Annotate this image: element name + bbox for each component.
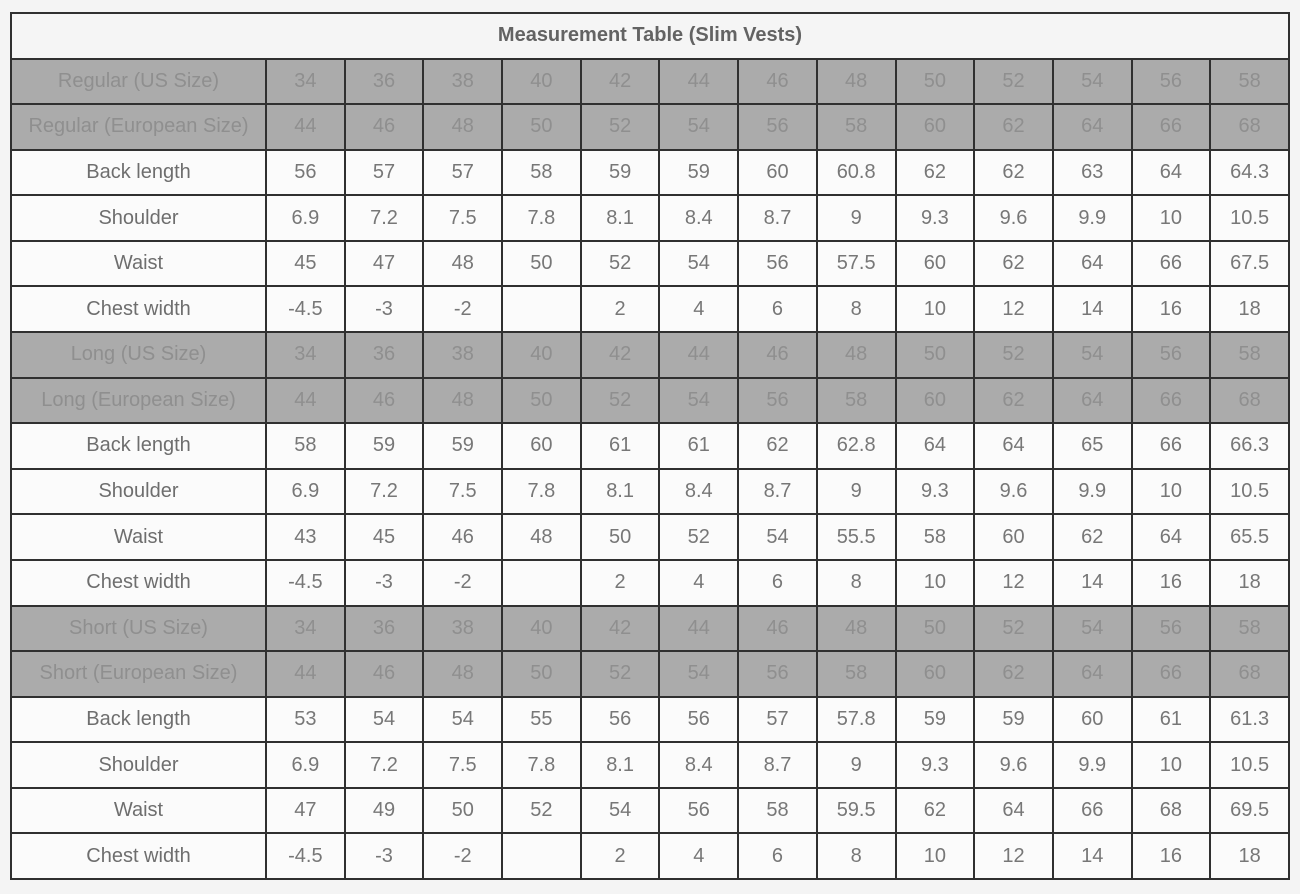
size-cell: 60 [896,104,975,150]
table-title: Measurement Table (Slim Vests) [11,13,1289,59]
value-cell: 61 [1132,697,1211,743]
value-cell: 62 [974,150,1053,196]
size-cell: 50 [896,332,975,378]
value-cell: 9 [817,742,896,788]
size-cell: 44 [266,104,345,150]
size-cell: 58 [817,378,896,424]
value-cell: 58 [738,788,817,834]
size-cell: 50 [896,606,975,652]
value-cell: 9.3 [896,195,975,241]
size-cell: 52 [581,104,660,150]
measure-row [11,469,1289,515]
value-cell: 55 [502,697,581,743]
value-cell: -3 [345,560,424,606]
value-cell: 57 [345,150,424,196]
value-cell: 9 [817,469,896,515]
measure-row [11,560,1289,606]
size-cell: 48 [423,651,502,697]
value-cell: 7.5 [423,195,502,241]
value-cell: -4.5 [266,286,345,332]
size-cell: 68 [1210,378,1289,424]
value-cell: 59 [974,697,1053,743]
value-cell: 54 [738,514,817,560]
value-cell: 12 [974,833,1053,879]
value-cell: 18 [1210,560,1289,606]
value-cell: 45 [345,514,424,560]
size-cell: 56 [1132,332,1211,378]
size-cell: 40 [502,606,581,652]
value-cell: 16 [1132,286,1211,332]
value-cell: 64 [1132,150,1211,196]
row-label: Waist [11,788,266,834]
value-cell: 60 [974,514,1053,560]
value-cell: 48 [423,241,502,287]
size-cell: 38 [423,606,502,652]
size-cell: 54 [1053,332,1132,378]
size-row [11,651,1289,697]
value-cell: 16 [1132,833,1211,879]
row-label: Waist [11,514,266,560]
size-cell: 60 [896,378,975,424]
value-cell: 7.5 [423,742,502,788]
value-cell: 59 [896,697,975,743]
size-cell: 68 [1210,651,1289,697]
value-cell: 58 [896,514,975,560]
size-cell: 52 [974,59,1053,105]
row-label: Shoulder [11,742,266,788]
size-cell: 46 [345,651,424,697]
value-cell: 14 [1053,286,1132,332]
value-cell: 68 [1132,788,1211,834]
value-cell: 9.6 [974,469,1053,515]
measure-row [11,833,1289,879]
value-cell: 53 [266,697,345,743]
value-cell: 64.3 [1210,150,1289,196]
value-cell: 56 [266,150,345,196]
value-cell: 8 [817,286,896,332]
row-label: Regular (US Size) [11,59,266,105]
value-cell: 62.8 [817,423,896,469]
value-cell: 9.6 [974,195,1053,241]
row-label: Waist [11,241,266,287]
value-cell: 10.5 [1210,469,1289,515]
size-row [11,104,1289,150]
value-cell: 9.9 [1053,742,1132,788]
size-row [11,59,1289,105]
row-label: Shoulder [11,195,266,241]
size-cell: 34 [266,332,345,378]
size-cell: 64 [1053,651,1132,697]
size-cell: 62 [974,651,1053,697]
size-cell: 36 [345,332,424,378]
size-cell: 52 [581,651,660,697]
value-cell: 59 [581,150,660,196]
row-label: Long (US Size) [11,332,266,378]
value-cell: 52 [659,514,738,560]
value-cell: 7.2 [345,469,424,515]
size-cell: 54 [659,378,738,424]
value-cell: 59 [345,423,424,469]
size-cell: 64 [1053,378,1132,424]
size-cell: 48 [817,332,896,378]
size-cell: 66 [1132,378,1211,424]
value-cell: 65 [1053,423,1132,469]
value-cell: 2 [581,286,660,332]
value-cell: 10 [896,286,975,332]
value-cell: 8.4 [659,469,738,515]
size-cell: 46 [738,332,817,378]
value-cell: 8.4 [659,742,738,788]
value-cell: 50 [502,241,581,287]
size-cell: 54 [659,104,738,150]
value-cell: 57 [423,150,502,196]
value-cell: 64 [974,423,1053,469]
value-cell: 65.5 [1210,514,1289,560]
value-cell: 18 [1210,286,1289,332]
size-cell: 40 [502,332,581,378]
value-cell: 16 [1132,560,1211,606]
value-cell: 9.6 [974,742,1053,788]
measure-row [11,514,1289,560]
size-cell: 44 [266,651,345,697]
row-label: Short (US Size) [11,606,266,652]
size-cell: 56 [738,104,817,150]
value-cell: 54 [423,697,502,743]
value-cell: 45 [266,241,345,287]
size-cell: 52 [581,378,660,424]
value-cell: 61.3 [1210,697,1289,743]
value-cell: 69.5 [1210,788,1289,834]
value-cell: 8 [817,560,896,606]
measure-row [11,788,1289,834]
value-cell: 7.2 [345,742,424,788]
value-cell: 7.2 [345,195,424,241]
value-cell: 63 [1053,150,1132,196]
value-cell: 6 [738,833,817,879]
value-cell: 18 [1210,833,1289,879]
size-cell: 42 [581,332,660,378]
size-cell: 54 [1053,606,1132,652]
value-cell: -3 [345,286,424,332]
size-cell: 52 [974,332,1053,378]
size-cell: 62 [974,104,1053,150]
value-cell: 4 [659,286,738,332]
value-cell: 8.1 [581,195,660,241]
size-cell: 68 [1210,104,1289,150]
size-cell: 38 [423,332,502,378]
size-cell: 44 [659,606,738,652]
row-label: Back length [11,697,266,743]
value-cell: 52 [502,788,581,834]
size-cell: 58 [817,104,896,150]
size-cell: 34 [266,59,345,105]
value-cell: 60.8 [817,150,896,196]
value-cell: 8 [817,833,896,879]
value-cell: 43 [266,514,345,560]
measure-row [11,195,1289,241]
measurement-table [10,12,1290,880]
size-cell: 58 [1210,606,1289,652]
value-cell: 64 [896,423,975,469]
size-cell: 50 [502,378,581,424]
value-cell: 6.9 [266,469,345,515]
value-cell: 7.8 [502,742,581,788]
value-cell: 62 [738,423,817,469]
value-cell: 66 [1132,241,1211,287]
size-cell: 54 [659,651,738,697]
size-cell: 46 [738,606,817,652]
value-cell: 9 [817,195,896,241]
value-cell: 9.9 [1053,195,1132,241]
value-cell: 56 [738,241,817,287]
row-label: Back length [11,150,266,196]
value-cell: 54 [581,788,660,834]
value-cell: 50 [581,514,660,560]
row-label: Short (European Size) [11,651,266,697]
row-label: Regular (European Size) [11,104,266,150]
value-cell: 66 [1053,788,1132,834]
size-cell: 36 [345,59,424,105]
measure-row [11,150,1289,196]
table-title-row [11,13,1289,59]
size-cell: 66 [1132,651,1211,697]
size-cell: 54 [1053,59,1132,105]
value-cell: 8.4 [659,195,738,241]
size-cell: 44 [659,332,738,378]
value-cell: 10.5 [1210,742,1289,788]
size-cell: 38 [423,59,502,105]
value-cell: 10 [1132,195,1211,241]
value-cell: 7.5 [423,469,502,515]
row-label: Chest width [11,286,266,332]
value-cell: 62 [1053,514,1132,560]
size-cell: 66 [1132,104,1211,150]
value-cell: 6 [738,560,817,606]
size-cell: 48 [423,378,502,424]
value-cell: 54 [659,241,738,287]
size-cell: 50 [502,104,581,150]
size-cell: 46 [738,59,817,105]
measure-row [11,423,1289,469]
value-cell: 47 [266,788,345,834]
row-label: Back length [11,423,266,469]
value-cell: 10.5 [1210,195,1289,241]
value-cell: 60 [738,150,817,196]
value-cell: 2 [581,833,660,879]
value-cell: 62 [974,241,1053,287]
value-cell: 61 [659,423,738,469]
value-cell: 6.9 [266,195,345,241]
size-cell: 58 [817,651,896,697]
value-cell: 10 [896,560,975,606]
value-cell: 58 [266,423,345,469]
value-cell: 56 [659,788,738,834]
value-cell: 50 [423,788,502,834]
value-cell: 57.8 [817,697,896,743]
size-cell: 56 [1132,59,1211,105]
size-cell: 36 [345,606,424,652]
value-cell: 14 [1053,560,1132,606]
size-cell: 48 [423,104,502,150]
size-cell: 56 [1132,606,1211,652]
value-cell [502,560,581,606]
value-cell: 66.3 [1210,423,1289,469]
value-cell: 59.5 [817,788,896,834]
value-cell: 56 [581,697,660,743]
value-cell: 57 [738,697,817,743]
size-cell: 42 [581,59,660,105]
value-cell: 10 [896,833,975,879]
row-label: Chest width [11,560,266,606]
value-cell: 61 [581,423,660,469]
value-cell: 12 [974,286,1053,332]
size-cell: 46 [345,104,424,150]
value-cell: 8.7 [738,742,817,788]
measure-row [11,742,1289,788]
value-cell: 60 [1053,697,1132,743]
value-cell: -4.5 [266,833,345,879]
value-cell: 9.9 [1053,469,1132,515]
value-cell: 59 [423,423,502,469]
value-cell: 49 [345,788,424,834]
value-cell: 7.8 [502,195,581,241]
value-cell [502,833,581,879]
value-cell: 6.9 [266,742,345,788]
value-cell: 62 [896,788,975,834]
size-cell: 60 [896,651,975,697]
value-cell: 9.3 [896,469,975,515]
size-cell: 56 [738,651,817,697]
value-cell: 60 [502,423,581,469]
value-cell: 59 [659,150,738,196]
value-cell: 64 [1053,241,1132,287]
value-cell: 60 [896,241,975,287]
size-cell: 46 [345,378,424,424]
size-row [11,606,1289,652]
size-cell: 52 [974,606,1053,652]
row-label: Chest width [11,833,266,879]
value-cell: 10 [1132,742,1211,788]
size-cell: 58 [1210,59,1289,105]
value-cell: -3 [345,833,424,879]
value-cell: 54 [345,697,424,743]
value-cell: 47 [345,241,424,287]
value-cell: 52 [581,241,660,287]
size-cell: 62 [974,378,1053,424]
size-cell: 50 [502,651,581,697]
value-cell: 67.5 [1210,241,1289,287]
size-cell: 48 [817,59,896,105]
value-cell: 56 [659,697,738,743]
value-cell: -2 [423,286,502,332]
value-cell: 14 [1053,833,1132,879]
size-cell: 64 [1053,104,1132,150]
measure-row [11,286,1289,332]
value-cell: 64 [974,788,1053,834]
value-cell: 8.7 [738,195,817,241]
size-cell: 48 [817,606,896,652]
value-cell: 2 [581,560,660,606]
value-cell: 7.8 [502,469,581,515]
value-cell: 58 [502,150,581,196]
value-cell: 48 [502,514,581,560]
value-cell: 66 [1132,423,1211,469]
measure-row [11,241,1289,287]
value-cell: 6 [738,286,817,332]
value-cell [502,286,581,332]
value-cell: 4 [659,560,738,606]
size-row [11,332,1289,378]
value-cell: 12 [974,560,1053,606]
row-label: Shoulder [11,469,266,515]
measure-row [11,697,1289,743]
value-cell: 64 [1132,514,1211,560]
value-cell: 8.1 [581,742,660,788]
size-cell: 34 [266,606,345,652]
size-row [11,378,1289,424]
value-cell: -2 [423,833,502,879]
value-cell: 8.1 [581,469,660,515]
size-cell: 50 [896,59,975,105]
size-cell: 44 [659,59,738,105]
value-cell: 10 [1132,469,1211,515]
value-cell: 46 [423,514,502,560]
value-cell: -4.5 [266,560,345,606]
value-cell: 57.5 [817,241,896,287]
size-cell: 44 [266,378,345,424]
value-cell: -2 [423,560,502,606]
value-cell: 4 [659,833,738,879]
value-cell: 55.5 [817,514,896,560]
value-cell: 8.7 [738,469,817,515]
value-cell: 9.3 [896,742,975,788]
size-cell: 56 [738,378,817,424]
value-cell: 62 [896,150,975,196]
size-cell: 58 [1210,332,1289,378]
row-label: Long (European Size) [11,378,266,424]
size-cell: 42 [581,606,660,652]
size-cell: 40 [502,59,581,105]
